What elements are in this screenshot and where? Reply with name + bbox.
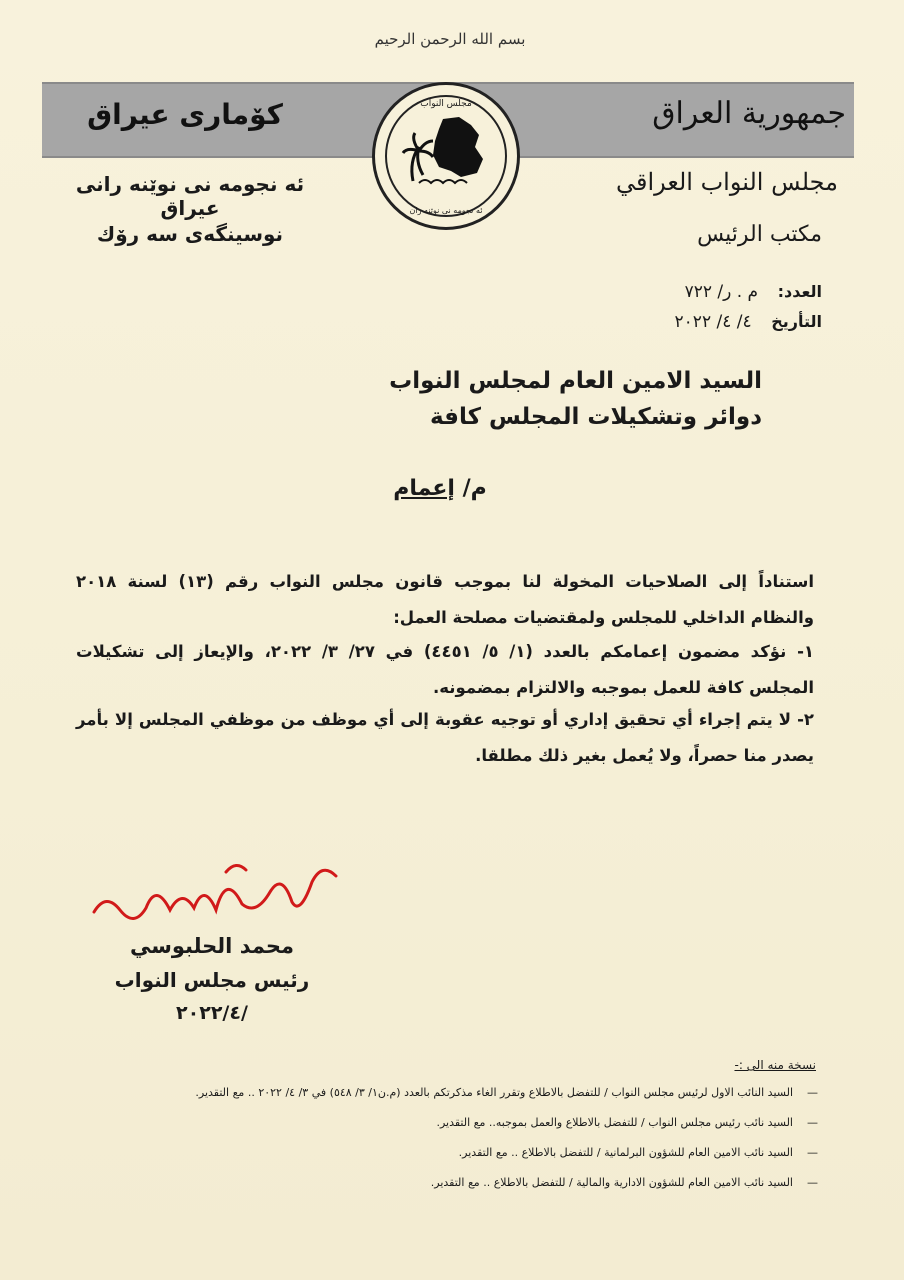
subject-label: م/ (462, 476, 487, 501)
cc-item-text: السيد نائب رئيس مجلس النواب / للتفضل بالاطلاع والعمل بموجبه.. مع التقدير. (436, 1116, 793, 1129)
office-kurdish: نوسينگه‌ى سه رۆك (96, 222, 284, 246)
signatory-title: رئيس مجلس النواب (114, 968, 310, 992)
handwritten-signature (86, 852, 346, 932)
cc-item: —السيد نائب رئيس مجلس النواب / للتفضل بالاطلاع والعمل بموجبه.. مع التقدير. (436, 1116, 818, 1129)
emblem-top-text: مجلس النواب (420, 99, 472, 109)
cc-item-text: السيد نائب الامين العام للشؤون الادارية والمالية / للتفضل بالاطلاع .. مع التقدير. (430, 1176, 793, 1189)
council-kurdish: ئه نجومه نى نوێنه رانى عيراق (75, 172, 305, 220)
cc-heading: نسخة منه الى :- (734, 1058, 816, 1072)
letter-date-value: ٤/ ٤/ ٢٠٢٢ (674, 312, 752, 332)
office-arabic: مكتب الرئيس (697, 222, 822, 247)
cc-item: —السيد نائب الامين العام للشؤون الادارية والمالية / للتفضل بالاطلاع .. مع التقدير. (430, 1176, 818, 1189)
iraq-map-icon (399, 111, 499, 197)
body-intro: استناداً إلى الصلاحيات المخولة لنا بموجب قانون مجلس النواب رقم (١٣) لسنة ٢٠١٨ والنظام الداخلي للمجلس ولمقتضيات مصلحة العمل: (76, 572, 814, 627)
reference-number-label: العدد: (777, 282, 822, 301)
addressee-line-1: السيد الامين العام لمجلس النواب (389, 368, 762, 394)
reference-number (562, 282, 822, 302)
cc-item: —السيد نائب الامين العام للشؤون البرلمانية / للتفضل بالاطلاع .. مع التقدير. (458, 1146, 818, 1159)
body-item-1: ١- نؤكد مضمون إعمامكم بالعدد (١/ ٥/ ٤٤٥١) في ٢٧/ ٣/ ٢٠٢٢، والإيعاز إلى تشكيلات المجلس كافة للعمل بموجبه والالتزام بمضمونه. (76, 642, 814, 697)
signatory-name: محمد الحلبوسي (129, 934, 295, 958)
republic-kurdish: كۆمارى عيراق (87, 98, 283, 131)
subject-value: إعمام (393, 476, 455, 501)
addressee-line-2: دوائر وتشكيلات المجلس كافة (429, 404, 762, 430)
cc-list (118, 1086, 818, 1206)
cc-item-text: السيد النائب الاول لرئيس مجلس النواب / للتفضل بالاطلاع وتقرر الغاء مذكرتكم بالعدد (م.ن١/ ٣/ ٥٤٨) في ٣/ ٤/ ٢٠٢٢ .. مع التقدير. (195, 1086, 793, 1099)
signature-date: ٢٠٢٢/٤/ (176, 1002, 248, 1024)
republic-arabic: جمهورية العراق (652, 96, 846, 131)
council-arabic: مجلس النواب العراقي (616, 168, 838, 196)
letter-date-label: التأريخ (771, 312, 822, 331)
subject-line (380, 476, 500, 501)
parliament-emblem (372, 82, 520, 230)
letter-date (562, 312, 822, 332)
body-item-2: ٢- لا يتم إجراء أي تحقيق إداري أو توجيه عقوبة إلى أي موظف من موظفي المجلس إلا بأمر يصدر منا حصراً، ولا يُعمل بغير ذلك مطلقا. (76, 710, 814, 765)
reference-number-value: م . ر/ ٧٢٢ (684, 282, 759, 302)
cc-item-text: السيد نائب الامين العام للشؤون البرلمانية / للتفضل بالاطلاع .. مع التقدير. (458, 1146, 793, 1159)
basmala: بسم الله الرحمن الرحيم (374, 30, 526, 48)
emblem-bottom-text: ئه نجومه نى نوێنه ران (409, 206, 483, 215)
cc-item: —السيد النائب الاول لرئيس مجلس النواب / للتفضل بالاطلاع وتقرر الغاء مذكرتكم بالعدد (م.ن١/ ٣/ ٥٤٨) في ٣/ ٤/ ٢٠٢٢ .. مع التقدير. (195, 1086, 818, 1099)
